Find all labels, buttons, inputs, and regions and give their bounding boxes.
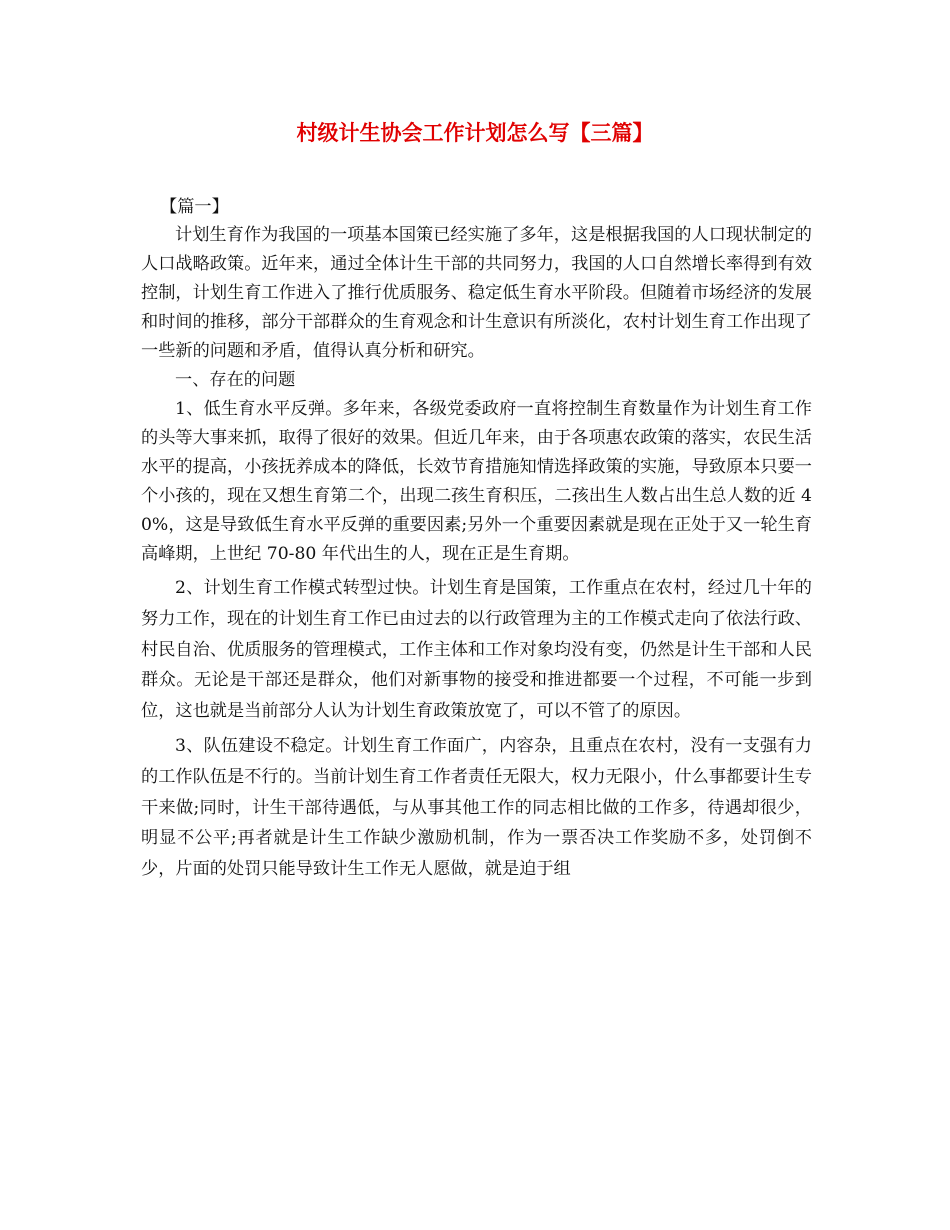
document-title: 村级计生协会工作计划怎么写【三篇】 bbox=[296, 120, 654, 145]
section-label: 【篇一】 bbox=[160, 197, 229, 217]
problem-paragraph-2: 2、计划生育工作模式转型过快。计划生育是国策，工作重点在农村，经过几十年的努力工作，现在的计划生育工作已由过去的以行政管理为主的工作模式走向了依法行政、村民自治、优质服务的管理模式，工作主体和工作对象均没有变，仍然是计生干部和人民群众。无论是干部还是群众，他们对新事物的接受和推进都要一个过程，不可能一步到位，这也就是当前部分人认为计划生育政策放宽了，可以不管了的原因。 bbox=[141, 578, 812, 722]
document-body bbox=[141, 193, 812, 885]
problem-paragraph-3: 3、队伍建设不稳定。计划生育工作面广，内容杂，且重点在农村，没有一支强有力的工作队伍是不行的。当前计划生育工作者责任无限大，权力无限小，什么事都要计生专干来做;同时，计生干部待遇低，与从事其他工作的同志相比做的工作多，待遇却很少，明显不公平;再者就是计生工作缺少激励机制，作为一票否决工作奖励不多，处罚倒不少，片面的处罚只能导致计生工作无人愿做，就是迫于组 bbox=[141, 735, 812, 880]
section-heading-problems: 一、存在的问题 bbox=[175, 370, 296, 390]
intro-paragraph: 计划生育作为我国的一项基本国策已经实施了多年，这是根据我国的人口现状制定的人口战略政策。近年来，通过全体计生干部的共同努力，我国的人口自然增长率得到有效控制，计划生育工作进入了推行优质服务、稳定低生育水平阶段。但随着市场经济的发展和时间的推移，部分干部群众的生育观念和计生意识有所淡化，农村计划生育工作出现了一些新的问题和矛盾，值得认真分析和研究。 bbox=[141, 225, 812, 361]
problem-paragraph-1: 1、低生育水平反弹。多年来，各级党委政府一直将控制生育数量作为计划生育工作的头等大事来抓，取得了很好的效果。但近几年来，由于各项惠农政策的落实，农民生活水平的提高，小孩抚养成本的降低，长效节育措施知情选择政策的实施，导致原本只要一个小孩的，现在又想生育第二个，出现二孩生育积压，二孩出生人数占出生总人数的近 40%，这是导致低生育水平反弹的重要因素;另外一个重要因素就是现在正处于又一轮生育高峰期，上世纪 70-80 年代出生的人，现在正是生育期。 bbox=[141, 399, 812, 564]
